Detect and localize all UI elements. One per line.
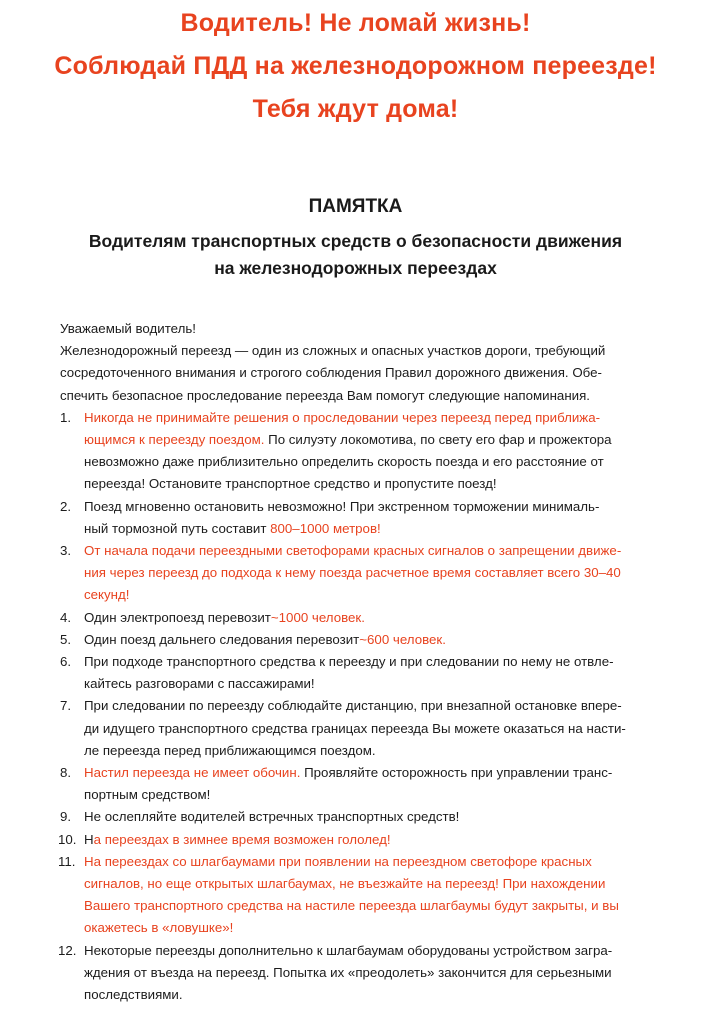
intro-line-2: сосредоточенного внимания и строгого соблюдения Правил дорожного движения. Обе- (60, 365, 602, 381)
list-item-number: 5. (60, 631, 72, 647)
text-segment: ждения от въезда на переезд. Попытка их «преодолеть» закончится для серьезными (84, 964, 612, 980)
list-item-line (84, 473, 680, 495)
highlighted-text: сигналов, но еще открытых шлагбаумах, не въезжайте на переезд! При нахождении (84, 876, 606, 892)
list-item-line (84, 629, 680, 651)
list-item-number: 1. (60, 409, 72, 425)
headline-line-2: Соблюдай ПДД на железнодорожном переезде! (54, 52, 657, 80)
list-item-line (84, 607, 680, 629)
list-item-line (84, 784, 680, 806)
memo-subtitle-line-2: на железнодорожных переездах (214, 258, 497, 278)
list-item (60, 540, 680, 607)
list-item-number: 8. (60, 765, 72, 781)
list-item-number: 2. (60, 498, 72, 514)
list-item-line (84, 695, 680, 717)
list-item-number: 7. (60, 698, 72, 714)
list-item-line (84, 673, 680, 695)
headline (0, 2, 711, 131)
memo-title: ПАМЯТКА (308, 196, 403, 217)
list-item (60, 407, 680, 496)
highlighted-text: окажетесь в «ловушке»! (84, 920, 234, 936)
reminder-list (60, 407, 680, 1006)
list-item-line (84, 940, 680, 962)
text-segment: Поезд мгновенно остановить невозможно! При экстренном торможении минималь- (84, 498, 600, 514)
list-item-line (84, 829, 680, 851)
highlighted-text: секунд! (84, 587, 130, 603)
list-item-line (84, 540, 680, 562)
list-item (60, 695, 680, 762)
text-segment: Н (84, 831, 94, 847)
list-item-line (84, 651, 680, 673)
list-item-number: 6. (60, 654, 72, 670)
list-item (60, 651, 680, 695)
text-segment: переезда! Остановите транспортное средство и пропустите поезд! (84, 476, 497, 492)
list-item (60, 762, 680, 806)
list-item (60, 851, 680, 940)
highlighted-text: ющимся к переезду поездом. (84, 432, 265, 448)
highlighted-text: Никогда не принимайте решения о проследовании через переезд перед приближа- (84, 409, 601, 425)
list-item-line (84, 496, 680, 518)
list-item (60, 940, 680, 1007)
highlighted-text: 800–1000 метров! (270, 520, 381, 536)
text-segment: При подходе транспортного средства к переезду и при следовании по нему не отвле- (84, 654, 614, 670)
list-item-number: 3. (60, 543, 72, 559)
text-segment: ле переезда перед приближающимся поездом. (84, 742, 376, 758)
list-item-line (84, 895, 680, 917)
text-segment: Некоторые переезды дополнительно к шлагбаумам оборудованы устройством загра- (84, 942, 613, 958)
text-segment: невозможно даже приблизительно определить скорость поезда и его расстояние от (84, 454, 604, 470)
list-item-number: 9. (60, 809, 72, 825)
list-item (60, 496, 680, 540)
highlighted-text: Настил переезда не имеет обочин. (84, 765, 301, 781)
list-item-line (84, 518, 680, 540)
list-item (60, 829, 680, 851)
memo-body (60, 318, 680, 1006)
highlighted-text: ~600 человек. (359, 631, 446, 647)
list-item-line (84, 429, 680, 451)
list-item-line (84, 407, 680, 429)
text-segment: кайтесь разговорами с пассажирами! (84, 676, 315, 692)
text-segment: Один поезд дальнего следования перевозит (84, 631, 360, 647)
list-item-number: 11. (58, 853, 76, 869)
list-item (60, 629, 680, 651)
memo-subtitle (0, 228, 711, 282)
text-segment: Один электропоезд перевозит (84, 609, 271, 625)
list-item-line (84, 984, 680, 1006)
list-item-line (84, 851, 680, 873)
text-segment: Не ослепляйте водителей встречных транспортных средств! (84, 809, 460, 825)
list-item-line (84, 451, 680, 473)
highlighted-text: ния через переезд до подхода к нему поезда расчетное время составляет всего 30–40 (84, 565, 621, 581)
headline-line-3: Тебя ждут дома! (252, 95, 459, 123)
list-item-line (84, 962, 680, 984)
text-segment: Проявляйте осторожность при управлении транс- (300, 765, 613, 781)
list-item-line (84, 718, 680, 740)
highlighted-text: На переездах со шлагбаумами при появлении на переездном светофоре красных (84, 853, 592, 869)
list-item-line (84, 873, 680, 895)
text-segment: По силуэту локомотива, по свету его фар и прожектора (264, 432, 612, 448)
highlighted-text: От начала подачи переездными светофорами красных сигналов о запрещении движе- (84, 543, 622, 559)
list-item-number: 4. (60, 609, 72, 625)
intro-line-3: спечить безопасное проследование переезда Вам помогут следующие напоминания. (60, 387, 590, 403)
list-item-line (84, 762, 680, 784)
list-item-line (84, 740, 680, 762)
list-item (60, 806, 680, 828)
greeting: Уважаемый водитель! (60, 321, 196, 336)
text-segment: последствиями. (84, 987, 183, 1003)
text-segment: ный тормозной путь составит (84, 520, 271, 536)
list-item-line (84, 584, 680, 606)
intro-line-1: Железнодорожный переезд — один из сложных и опасных участков дороги, требующий (60, 343, 606, 359)
list-item-line (84, 917, 680, 939)
headline-line-1: Водитель! Не ломай жизнь! (180, 9, 531, 37)
list-item (60, 607, 680, 629)
text-segment: При следовании по переезду соблюдайте дистанцию, при внезапной остановке впере- (84, 698, 622, 714)
text-segment: ди идущего транспортного средства границах переезда Вы можете оказаться на насти- (84, 720, 626, 736)
list-item-line (84, 562, 680, 584)
highlighted-text: Вашего транспортного средства на настиле переезда шлагбаумы будут закрыты, и вы (84, 898, 619, 914)
list-item-number: 12. (58, 942, 77, 958)
memo-subtitle-line-1: Водителям транспортных средств о безопасности движения (88, 231, 623, 251)
list-item-number: 10. (58, 831, 77, 847)
highlighted-text: а переездах в зимнее время возможен гололед! (93, 831, 391, 847)
text-segment: портным средством! (84, 787, 211, 803)
highlighted-text: ~1000 человек. (270, 609, 365, 625)
list-item-line (84, 806, 680, 828)
